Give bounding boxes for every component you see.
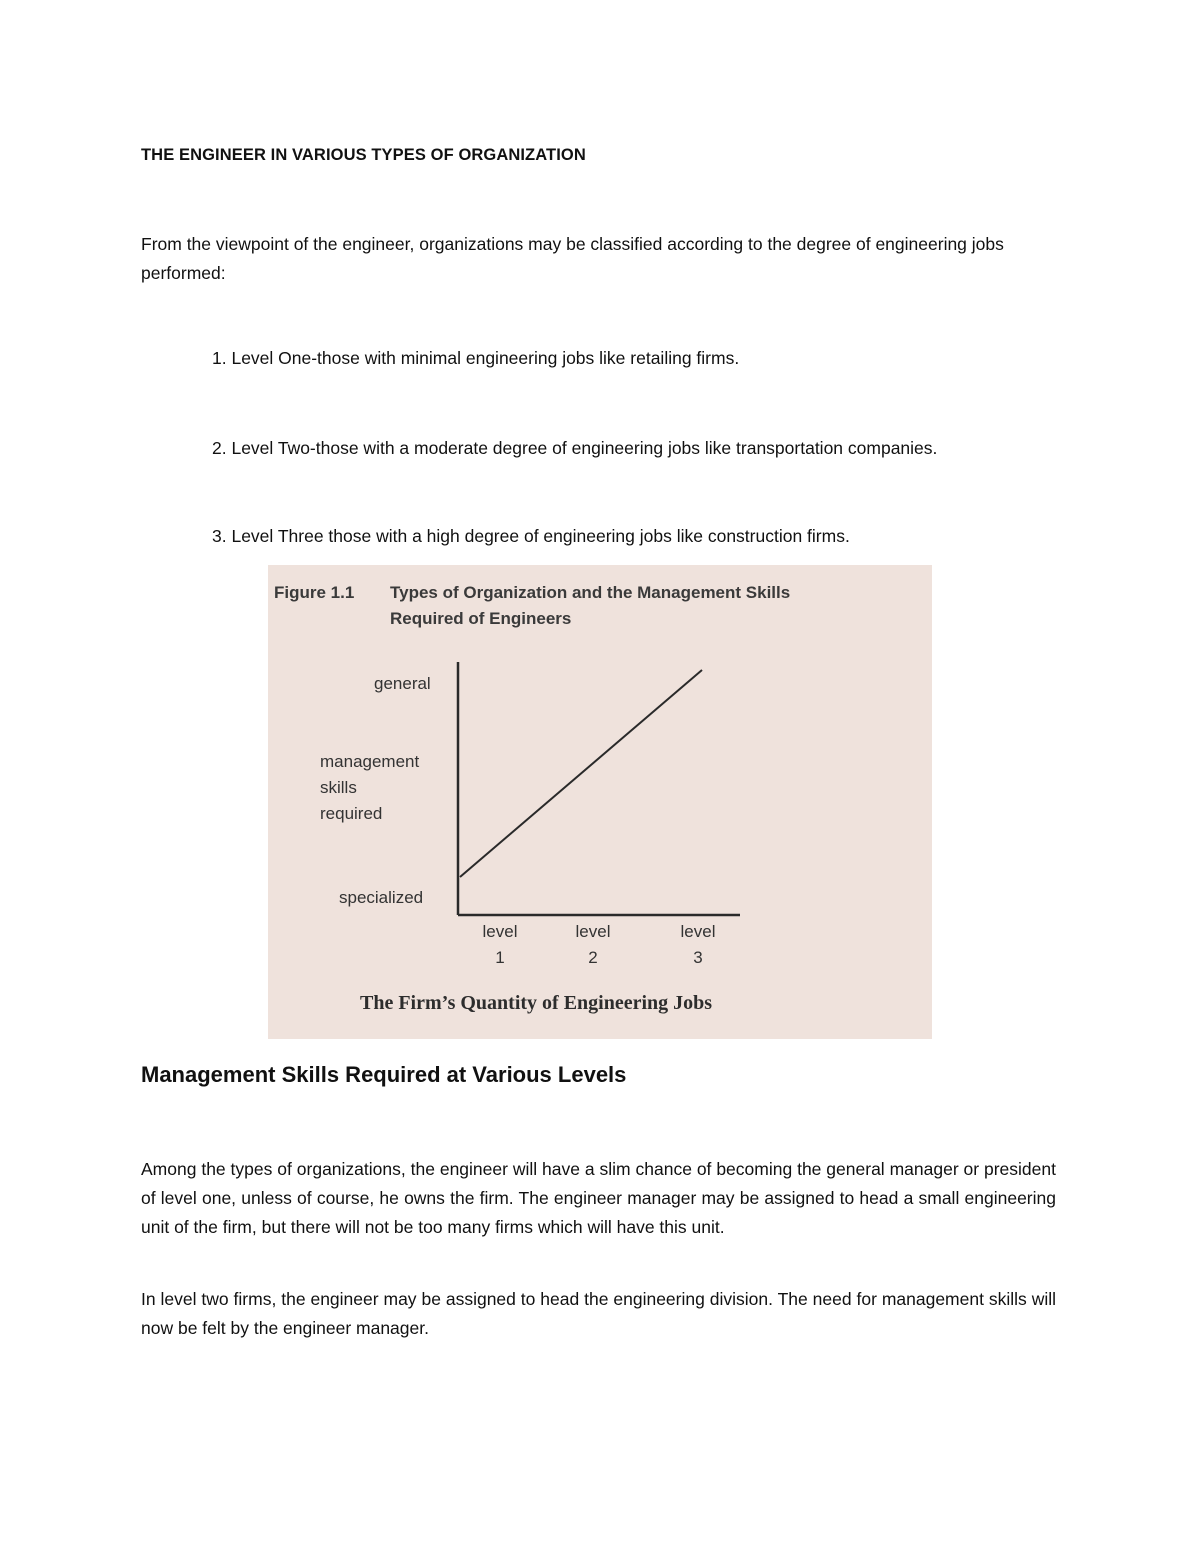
y-label-general: general <box>374 674 431 693</box>
y-label-management: management <box>320 752 420 771</box>
y-label-skills: skills <box>320 778 357 797</box>
x-tick-word-3: level <box>680 922 716 941</box>
chart-marks <box>460 670 715 967</box>
y-label-specialized: specialized <box>339 888 424 907</box>
x-tick-number-1: 1 <box>495 948 505 967</box>
list-item-level-two: 2. Level Two-those with a moderate degree of engineering jobs like transportation companies. <box>212 438 938 458</box>
figure-scan <box>268 565 932 1039</box>
figure-title-line2: Required of Engineers <box>390 609 572 628</box>
document-title: THE ENGINEER IN VARIOUS TYPES OF ORGANIZATION <box>141 146 586 164</box>
list-item-level-three: 3. Level Three those with a high degree of engineering jobs like construction firms. <box>212 526 850 546</box>
x-tick-number-3: 3 <box>693 948 703 967</box>
figure-title-line1: Types of Organization and the Management Skills <box>390 583 791 602</box>
body-paragraph-2: In level two firms, the engineer may be assigned to head the engineering division. The need for management skills will now be felt by the engineer manager. <box>141 1289 1056 1338</box>
x-tick-word-1: level <box>482 922 518 941</box>
body-paragraph-1: Among the types of organizations, the engineer will have a slim chance of becoming the general manager or president of level one, unless of course, he owns the firm. The engineer manager may be assigned to head a small engineering unit of the firm, but there will not be too many firms which will have this unit. <box>141 1159 1056 1237</box>
figure-chart <box>268 565 932 1039</box>
section-heading: Management Skills Required at Various Levels <box>141 1062 627 1087</box>
list-item-level-one: 1. Level One-those with minimal engineering jobs like retailing firms. <box>212 348 740 368</box>
x-tick-number-2: 2 <box>588 948 598 967</box>
intro-paragraph: From the viewpoint of the engineer, organizations may be classified according to the degree of engineering jobs performed: <box>141 234 1004 283</box>
y-label-required: required <box>320 804 383 823</box>
figure-caption: The Firm’s Quantity of Engineering Jobs <box>360 992 713 1014</box>
series-line <box>460 670 702 877</box>
figure-label: Figure 1.1 <box>274 583 355 602</box>
x-tick-word-2: level <box>575 922 611 941</box>
